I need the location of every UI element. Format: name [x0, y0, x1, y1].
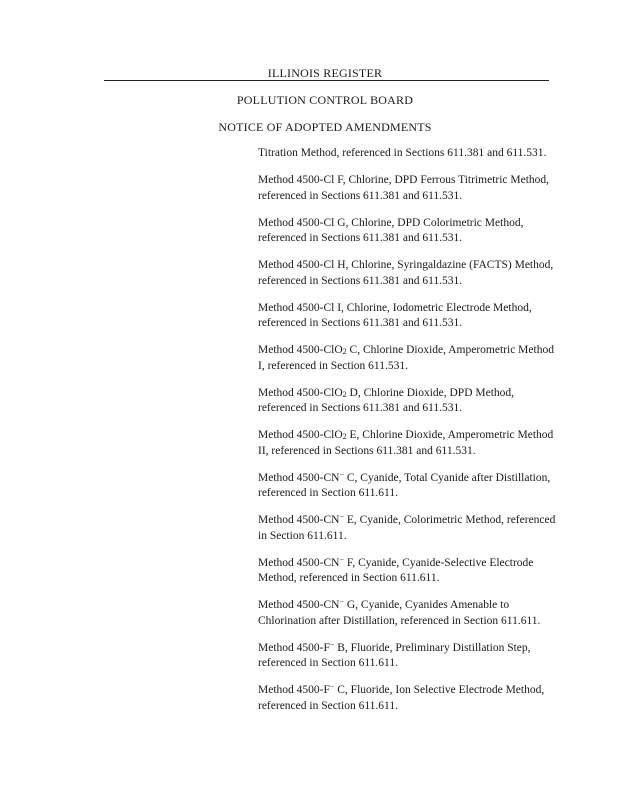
notice-heading: NOTICE OF ADOPTED AMENDMENTS: [218, 120, 432, 134]
method-entry: Method 4500-Cl G, Chlorine, DPD Colorimetric Method, referenced in Sections 611.381 and 611.531.: [258, 216, 524, 244]
method-entry: Method 4500-CN− C, Cyanide, Total Cyanide after Distillation, referenced in Section 611.611.: [258, 469, 551, 499]
method-entry: Method 4500-ClO$_2$ C, Chlorine Dioxide, Amperometric Method I, referenced in Section 611.531.: [258, 344, 554, 372]
method-entry: Titration Method, referenced in Sections 611.381 and 611.531.: [258, 147, 547, 159]
method-entry: Method 4500-F− B, Fluoride, Preliminary Distillation Step, referenced in Section 611.611.: [258, 639, 531, 669]
method-entry: Method 4500-Cl H, Chlorine, Syringaldazine (FACTS) Method, referenced in Sections 611.381 and 611.531.: [258, 259, 554, 287]
method-entry: Method 4500-ClO$_2$ D, Chlorine Dioxide, DPD Method, referenced in Sections 611.381 and 611.531.: [258, 386, 515, 414]
method-entry: Method 4500-ClO$_2$ E, Chlorine Dioxide, Amperometric Method II, referenced in Sections 611.381 and 611.531.: [258, 429, 554, 457]
method-list: [258, 146, 558, 726]
method-entry: Method 4500-CN− G, Cyanide, Cyanides Amenable to Chlorination after Distillation, referenced in Section 611.611.: [258, 597, 541, 627]
method-entry: Method 4500-CN− E, Cyanide, Colorimetric Method, referenced in Section 611.611.: [258, 512, 556, 542]
register-title: ILLINOIS REGISTER: [267, 66, 383, 80]
method-entry: Method 4500-F− C, Fluoride, Ion Selective Electrode Method, referenced in Section 611.611.: [258, 682, 545, 712]
board-name: POLLUTION CONTROL BOARD: [236, 93, 414, 107]
method-entry: Method 4500-CN− F, Cyanide, Cyanide-Selective Electrode Method, referenced in Section 611.611.: [258, 554, 534, 584]
method-entry: Method 4500-Cl F, Chlorine, DPD Ferrous Titrimetric Method, referenced in Sections 611.381 and 611.531.: [258, 174, 550, 202]
method-entry: Method 4500-Cl I, Chlorine, Iodometric Electrode Method, referenced in Sections 611.381 and 611.531.: [258, 301, 532, 329]
